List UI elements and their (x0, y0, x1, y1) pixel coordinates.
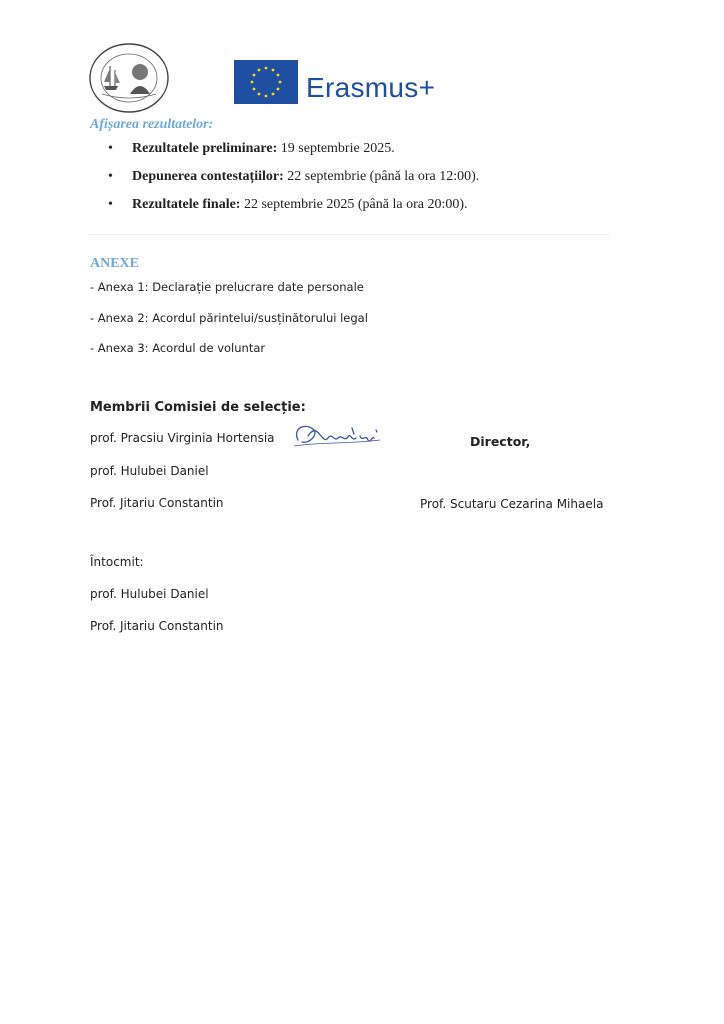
timeline-text: 19 septembrie 2025. (277, 141, 395, 156)
prepared-by-name: prof. Hulubei Daniel (90, 587, 209, 601)
bullet-icon: • (108, 197, 113, 212)
prepared-by-label: Întocmit: (90, 555, 144, 569)
timeline-label: Depunerea contestațiilor: (132, 169, 284, 184)
annexes-heading: ANEXE (90, 256, 140, 271)
commission-member: prof. Pracsiu Virginia Hortensia (90, 431, 275, 445)
annex-item: - Anexa 2: Acordul părintelui/susținătorului legal (90, 311, 368, 325)
annex-item: - Anexa 3: Acordul de voluntar (90, 341, 266, 355)
prepared-by-name: Prof. Jitariu Constantin (90, 619, 224, 633)
director-name: Prof. Scutaru Cezarina Mihaela (420, 497, 604, 511)
director-label: Director, (470, 434, 531, 449)
commission-member: Prof. Jitariu Constantin (90, 496, 224, 510)
divider (90, 234, 610, 235)
bullet-icon: • (108, 169, 113, 184)
list-item (104, 197, 479, 213)
timeline-text: 22 septembrie (până la ora 12:00). (283, 169, 480, 184)
bullet-icon: • (108, 141, 113, 156)
timeline-label: Rezultatele finale: (132, 197, 241, 212)
eu-flag-icon (234, 60, 298, 104)
commission-heading: Membrii Comisiei de selecție: (90, 400, 306, 415)
erasmus-brand-name: Erasmus+ (306, 72, 436, 103)
school-seal-icon (88, 42, 170, 114)
list-item (104, 141, 479, 157)
timeline-label: Rezultatele preliminare: (132, 141, 278, 156)
handwritten-signature-icon (288, 412, 386, 460)
commission-member: prof. Hulubei Daniel (90, 464, 209, 478)
results-timeline (104, 141, 479, 225)
timeline-text: 22 septembrie 2025 (până la ora 20:00). (240, 197, 468, 212)
results-heading: Afișarea rezultatelor: (90, 117, 214, 132)
annex-item: - Anexa 1: Declarație prelucrare date personale (90, 280, 364, 294)
list-item (104, 169, 479, 185)
